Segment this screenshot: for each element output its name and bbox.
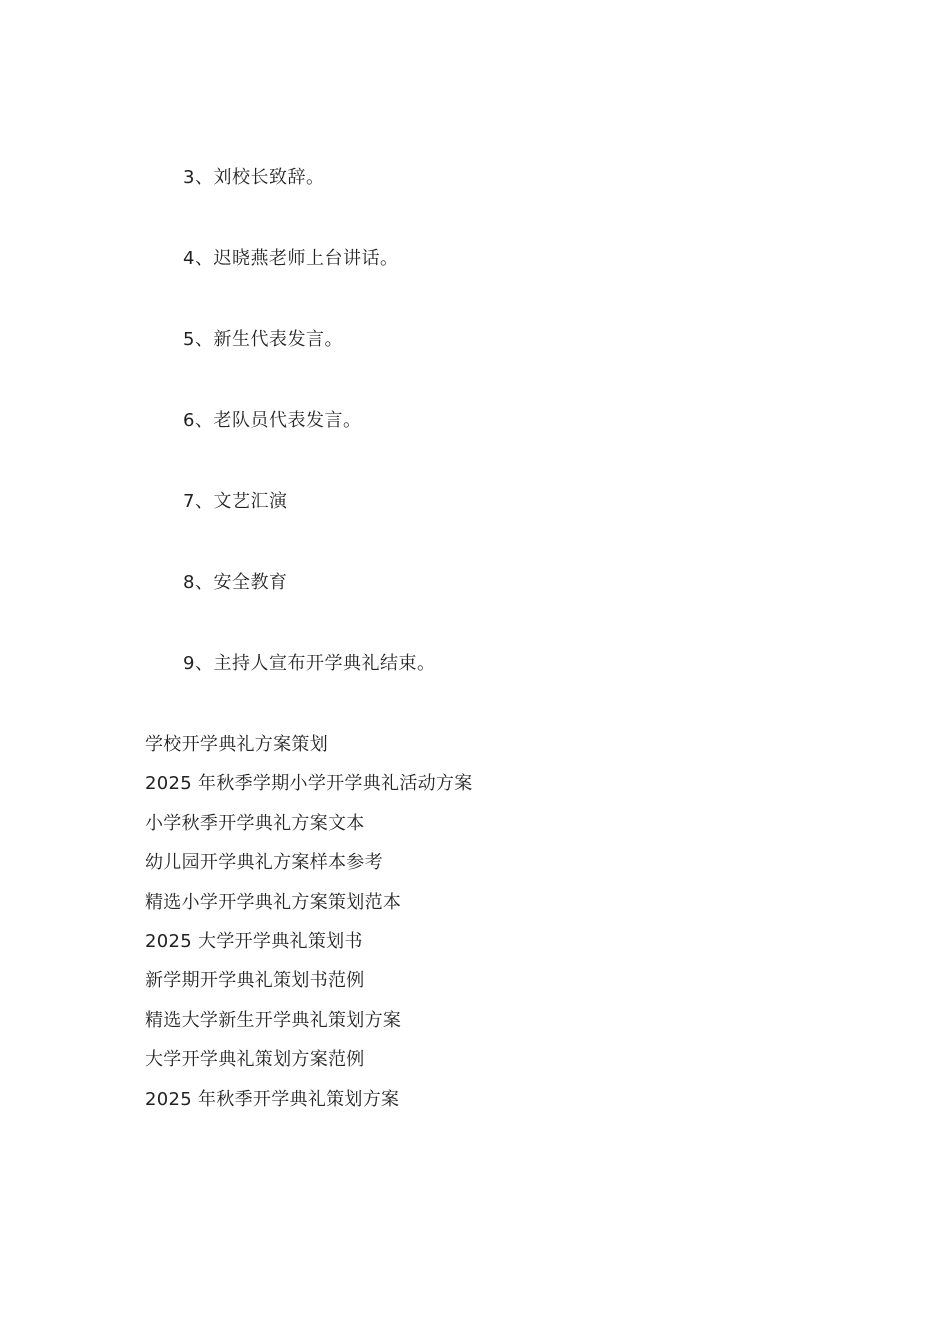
related-link-item — [145, 969, 473, 1008]
related-link[interactable]: 学校开学典礼方案策划 — [145, 734, 328, 755]
related-link-item — [145, 891, 473, 930]
agenda-item-8: 8、安全教育 — [183, 572, 288, 593]
agenda-item-4: 4、迟晓燕老师上台讲话。 — [183, 248, 399, 269]
agenda-list — [183, 166, 435, 733]
related-link-item — [145, 733, 473, 772]
related-link[interactable]: 精选小学开学典礼方案策划范本 — [145, 891, 402, 913]
related-link-item — [145, 1048, 473, 1087]
related-links-list — [145, 733, 473, 1127]
agenda-item-5: 5、新生代表发言。 — [183, 329, 343, 350]
related-link[interactable]: 幼儿园开学典礼方案样本参考 — [145, 852, 383, 874]
agenda-item-7: 7、文艺汇演 — [183, 491, 288, 512]
related-link[interactable]: 新学期开学典礼策划书范例 — [145, 970, 365, 992]
related-link-item — [145, 812, 473, 851]
related-link[interactable]: 2025 年秋季开学典礼策划方案 — [145, 1088, 400, 1110]
related-link[interactable]: 大学开学典礼策划方案范例 — [145, 1049, 365, 1071]
agenda-item-6: 6、老队员代表发言。 — [183, 410, 362, 431]
related-link[interactable]: 2025 大学开学典礼策划书 — [145, 930, 363, 952]
related-link-item — [145, 772, 473, 811]
related-link[interactable]: 小学秋季开学典礼方案文本 — [145, 812, 365, 834]
related-link-item — [145, 1009, 473, 1048]
related-link[interactable]: 精选大学新生开学典礼策划方案 — [145, 1009, 402, 1031]
related-link[interactable]: 2025 年秋季学期小学开学典礼活动方案 — [145, 773, 473, 795]
agenda-item-3: 3、刘校长致辞。 — [183, 167, 325, 188]
related-link-item — [145, 851, 473, 890]
related-link-item — [145, 1088, 473, 1127]
agenda-item-9: 9、主持人宣布开学典礼结束。 — [183, 653, 436, 674]
related-link-item — [145, 930, 473, 969]
